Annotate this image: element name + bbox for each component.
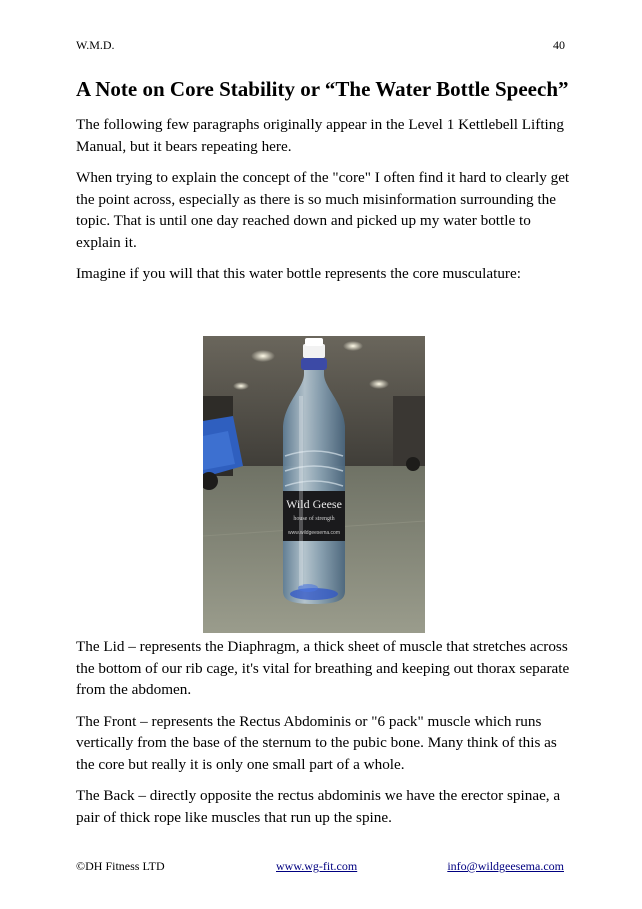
- paragraph-intro: The following few paragraphs originally appear in the Level 1 Kettlebell Lifting Manual, but it bears repeating here.: [76, 116, 564, 155]
- header-title: W.M.D.: [76, 38, 115, 52]
- bottle-label-brand: Wild Geese: [286, 497, 342, 511]
- bottle-label-tagline: house of strength: [293, 516, 335, 522]
- water-bottle-photo: [203, 336, 425, 633]
- main-content-continued: [76, 636, 570, 838]
- section-heading: A Note on Core Stability or “The Water Bottle Speech”: [76, 77, 569, 101]
- paragraph-core-concept: When trying to explain the concept of the "core" I often find it hard to clearly get the point across, especially as there is so much misinformation surrounding the topic. That is until one day reached down and picked up my water bottle to explain it.: [76, 169, 570, 251]
- bottle-label-url: www.wildgeesema.com: [288, 530, 340, 536]
- page-footer: [76, 859, 564, 875]
- main-content: [76, 75, 570, 295]
- page-header: [76, 38, 565, 54]
- footer-email-link[interactable]: info@wildgeesema.com: [447, 859, 564, 873]
- page-number: 40: [553, 38, 565, 52]
- footer-copyright: ©DH Fitness LTD: [76, 859, 165, 873]
- paragraph-lid: The Lid – represents the Diaphragm, a thick sheet of muscle that stretches across the bottom of our rib cage, it's vital for breathing and keeping out thorax separate from the abdomen.: [76, 638, 570, 698]
- footer-website-link[interactable]: www.wg-fit.com: [276, 859, 358, 873]
- paragraph-imagine: Imagine if you will that this water bottle represents the core musculature:: [76, 265, 521, 282]
- paragraph-back: The Back – directly opposite the rectus abdominis we have the erector spinae, a pair of thick rope like muscles that run up the spine.: [76, 787, 561, 826]
- paragraph-front: The Front – represents the Rectus Abdominis or "6 pack" muscle which runs vertically from the base of the sternum to the pubic bone. Many think of this as the core but really it is only one small part of a whole.: [76, 712, 557, 773]
